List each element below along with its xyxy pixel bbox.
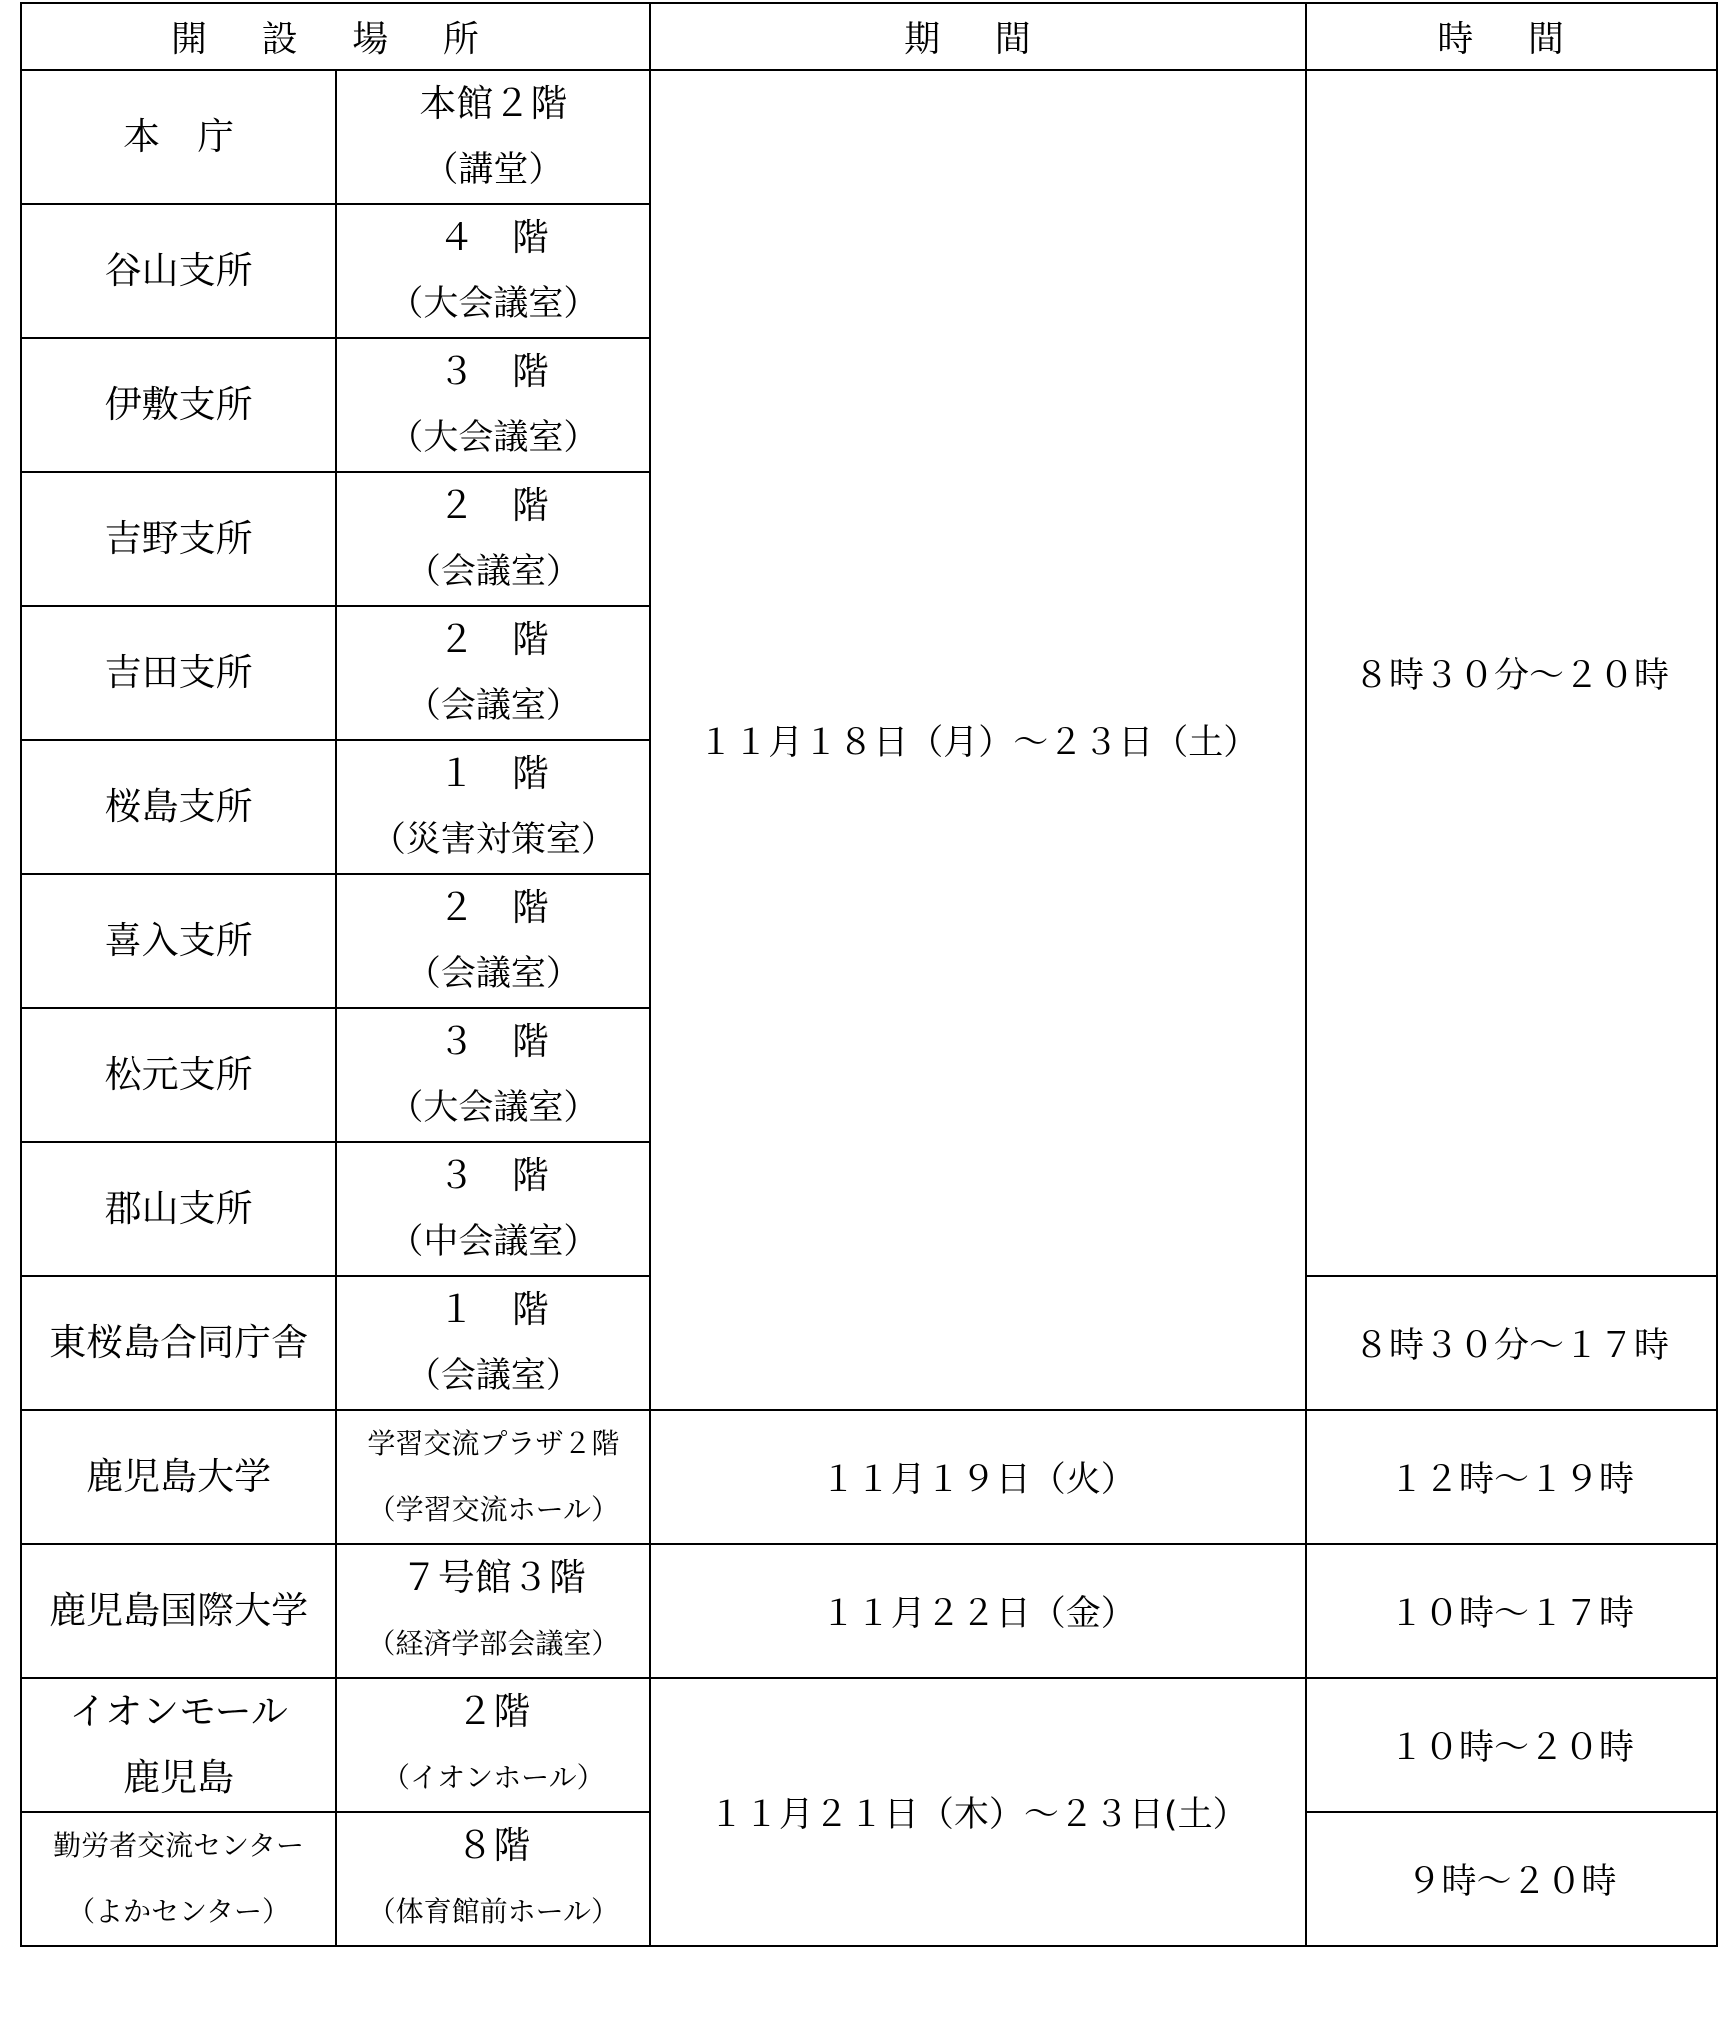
time-cell: １０時～１７時 xyxy=(1306,1544,1717,1678)
table-row xyxy=(21,1410,1717,1544)
floor-label: １ 階 xyxy=(437,1288,549,1331)
place-line: （よかセンター） xyxy=(67,1895,291,1928)
period-cell: １１月１９日（火） xyxy=(650,1410,1306,1544)
place-cell: 吉野支所 xyxy=(21,472,336,606)
floor-cell xyxy=(336,70,650,204)
period-cell: １１月２１日（木）～２３日(土） xyxy=(650,1678,1306,1946)
period-cell: １１月２２日（金） xyxy=(650,1544,1306,1678)
period-cell: １１月１８日（月）～２３日（土） xyxy=(650,70,1306,1410)
room-label: （中会議室） xyxy=(388,1222,599,1262)
floor-cell xyxy=(336,1276,650,1410)
place-cell: 鹿児島国際大学 xyxy=(21,1544,336,1678)
room-label: （講堂） xyxy=(423,150,564,190)
place-cell: 桜島支所 xyxy=(21,740,336,874)
place-cell: 喜入支所 xyxy=(21,874,336,1008)
place-cell: 東桜島合同庁舎 xyxy=(21,1276,336,1410)
floor-cell xyxy=(336,874,650,1008)
place-cell xyxy=(21,1812,336,1946)
room-label: （会議室） xyxy=(405,1356,581,1396)
header-time: 時 間 xyxy=(1306,3,1717,70)
place-cell: 伊敷支所 xyxy=(21,338,336,472)
room-label: （大会議室） xyxy=(388,418,599,458)
floor-label: ４ 階 xyxy=(437,216,549,259)
room-label: （イオンホール） xyxy=(382,1761,605,1794)
venue-schedule-table xyxy=(20,2,1718,1947)
time-cell: １０時～２０時 xyxy=(1306,1678,1717,1812)
floor-cell xyxy=(336,204,650,338)
floor-cell xyxy=(336,740,650,874)
floor-label: ３ 階 xyxy=(437,350,549,393)
floor-label: ３ 階 xyxy=(437,1154,549,1197)
table-row xyxy=(21,70,1717,204)
place-line: イオンモール xyxy=(69,1690,288,1733)
floor-label: ２ 階 xyxy=(437,886,549,929)
place-cell: 郡山支所 xyxy=(21,1142,336,1276)
floor-cell xyxy=(336,1544,650,1678)
place-line: 鹿児島 xyxy=(123,1756,235,1799)
time-cell: ８時３０分～１７時 xyxy=(1306,1276,1717,1410)
room-label: （大会議室） xyxy=(388,1088,599,1128)
place-cell: 松元支所 xyxy=(21,1008,336,1142)
room-label: （学習交流ホール） xyxy=(367,1493,620,1526)
floor-label: ３ 階 xyxy=(437,1020,549,1063)
place-cell: 鹿児島大学 xyxy=(21,1410,336,1544)
floor-label: ２ 階 xyxy=(437,484,549,527)
floor-cell xyxy=(336,1678,650,1812)
header-period: 期 間 xyxy=(650,3,1306,70)
place-cell xyxy=(21,1678,336,1812)
floor-cell xyxy=(336,1410,650,1544)
room-label: （会議室） xyxy=(405,954,581,994)
floor-label: ２ 階 xyxy=(437,618,549,661)
room-label: （会議室） xyxy=(405,686,581,726)
room-label: （体育館前ホール） xyxy=(367,1895,620,1928)
floor-label: 学習交流プラザ２階 xyxy=(367,1427,620,1460)
time-cell: ８時３０分～２０時 xyxy=(1306,70,1717,1276)
floor-label: ２階 xyxy=(456,1690,531,1733)
floor-label: １ 階 xyxy=(437,752,549,795)
place-line: 勤労者交流センター xyxy=(53,1829,305,1862)
room-label: （大会議室） xyxy=(388,284,599,324)
place-cell: 本 庁 xyxy=(21,70,336,204)
header-location: 開 設 場 所 xyxy=(21,3,650,70)
room-label: （会議室） xyxy=(405,552,581,592)
floor-label: 本館２階 xyxy=(419,82,568,125)
floor-cell xyxy=(336,472,650,606)
header-row xyxy=(21,3,1717,70)
room-label: （経済学部会議室） xyxy=(367,1627,620,1660)
table-row xyxy=(21,1678,1717,1812)
floor-cell xyxy=(336,338,650,472)
floor-cell xyxy=(336,1008,650,1142)
floor-label: ７号館３階 xyxy=(400,1556,586,1599)
floor-cell xyxy=(336,606,650,740)
floor-label: ８階 xyxy=(456,1824,531,1867)
table-row xyxy=(21,1544,1717,1678)
place-cell: 谷山支所 xyxy=(21,204,336,338)
time-cell: ９時～２０時 xyxy=(1306,1812,1717,1946)
room-label: （災害対策室） xyxy=(370,820,616,860)
place-cell: 吉田支所 xyxy=(21,606,336,740)
time-cell: １２時～１９時 xyxy=(1306,1410,1717,1544)
floor-cell xyxy=(336,1142,650,1276)
floor-cell xyxy=(336,1812,650,1946)
